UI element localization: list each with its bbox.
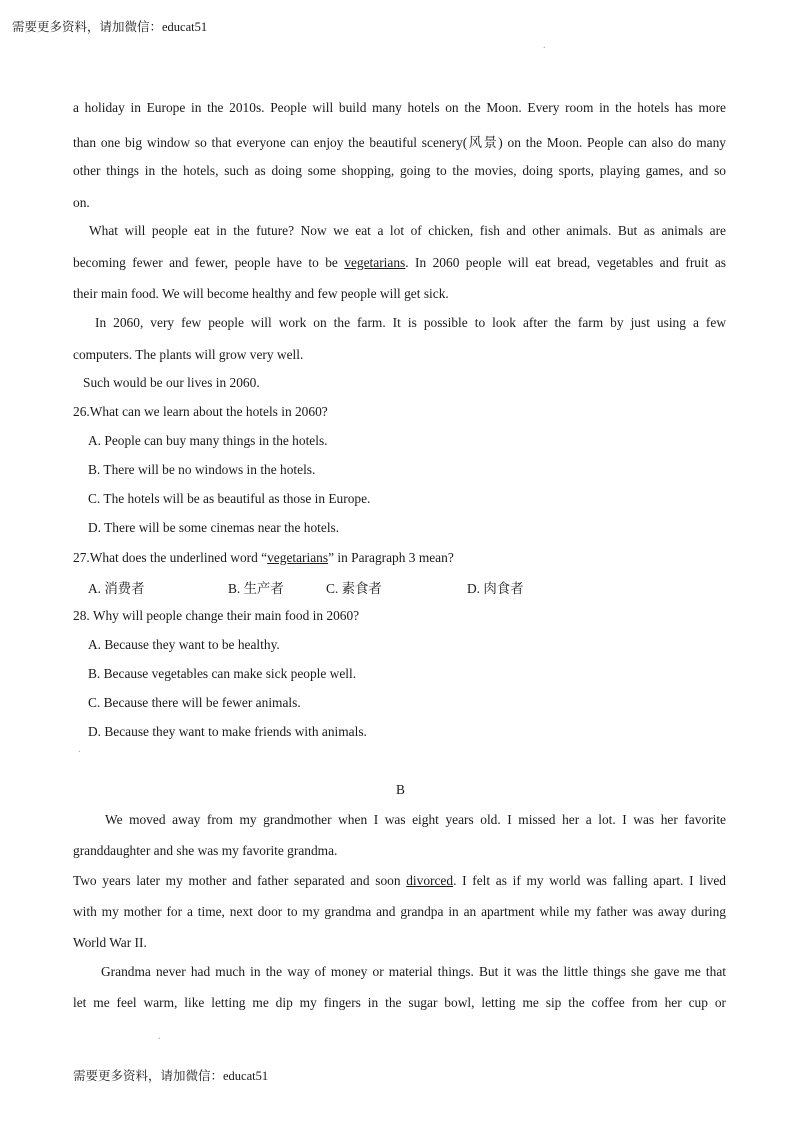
paragraph-mark: . (543, 40, 546, 51)
passage-line: granddaughter and she was my favorite grandma. (73, 843, 338, 858)
passage-line: other things in the hotels, such as doing some shopping, going to the movies, doing sports, playing games, and so (73, 163, 726, 178)
option-b: B. There will be no windows in the hotels. (88, 462, 316, 477)
text-span: . I felt as if my world was falling apart. I lived (453, 873, 726, 888)
option-c: C. 素食者 (326, 581, 382, 596)
option-c: C. Because there will be fewer animals. (88, 695, 301, 710)
option-d: D. 肉食者 (467, 581, 524, 596)
option-b: B. Because vegetables can make sick people well. (88, 666, 357, 681)
passage-line: with my mother for a time, next door to my grandma and grandpa in an apartment while my father was away during (73, 904, 726, 919)
passage-line: a holiday in Europe in the 2010s. People will build many hotels on the Moon. Every room in the hotels has more (73, 100, 726, 115)
passage-line: than one big window so that everyone can enjoy the beautiful scenery(风景) on the Moon. People can also do many (73, 135, 726, 150)
footer-watermark: 需要更多资料，请加微信：educat51 (73, 1069, 269, 1083)
section-heading: B (396, 782, 405, 797)
option-d: D. Because they want to make friends with animals. (88, 724, 367, 739)
passage-line: We moved away from my grandmother when I was eight years old. I missed her a lot. I was her favorite (105, 812, 726, 827)
passage-line: In 2060, very few people will work on the farm. It is possible to look after the farm by just using a few (95, 315, 726, 330)
question-27-stem (73, 550, 454, 566)
underlined-word: vegetarians (267, 550, 329, 565)
option-a: A. Because they want to be healthy. (88, 637, 280, 652)
passage-line (73, 873, 726, 889)
header-watermark: 需要更多资料，请加微信：educat51 (12, 20, 208, 34)
underlined-word: vegetarians (344, 255, 406, 270)
text-span: ” in Paragraph 3 mean? (328, 550, 454, 565)
text-span: Two years later my mother and father separated and soon (73, 873, 407, 888)
passage-line: Such would be our lives in 2060. (83, 375, 260, 390)
paragraph-mark: . (78, 744, 81, 755)
passage-line: Grandma never had much in the way of money or material things. But it was the little things she gave me that (101, 964, 726, 979)
text-span: 27.What does the underlined word “ (73, 550, 268, 565)
option-a: A. People can buy many things in the hotels. (88, 433, 328, 448)
passage-line: World War II. (73, 935, 147, 950)
passage-line: computers. The plants will grow very well. (73, 347, 304, 362)
text-span: becoming fewer and fewer, people have to be (73, 255, 345, 270)
passage-line: on. (73, 195, 90, 210)
option-b: B. 生产者 (228, 581, 284, 596)
paragraph-mark: . (158, 1031, 161, 1042)
option-d: D. There will be some cinemas near the hotels. (88, 520, 340, 535)
question-26-stem: 26.What can we learn about the hotels in 2060? (73, 404, 328, 419)
passage-line (73, 255, 726, 271)
passage-line: their main food. We will become healthy and few people will get sick. (73, 286, 449, 301)
passage-line: let me feel warm, like letting me dip my fingers in the sugar bowl, letting me sip the coffee from her cup or (73, 995, 726, 1010)
text-span: . In 2060 people will eat bread, vegetables and fruit as (405, 255, 726, 270)
question-28-stem: 28. Why will people change their main food in 2060? (73, 608, 360, 623)
option-c: C. The hotels will be as beautiful as those in Europe. (88, 491, 371, 506)
passage-line: What will people eat in the future? Now we eat a lot of chicken, fish and other animals. But as animals are (89, 223, 726, 238)
underlined-word: divorced (406, 873, 454, 888)
option-a: A. 消费者 (88, 581, 145, 596)
